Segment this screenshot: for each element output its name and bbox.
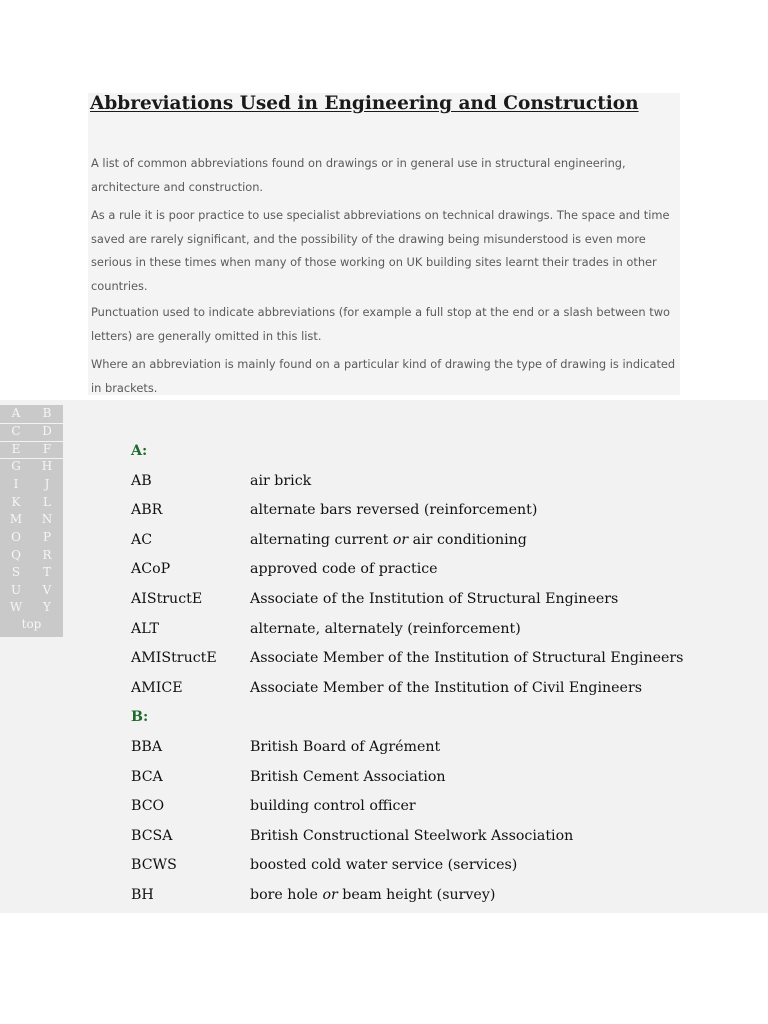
- nav-link-h[interactable]: H: [41, 459, 53, 473]
- abbreviation-term: ACoP: [131, 561, 171, 578]
- definition-text: Associate Member of the Institution of Civil Engineers: [250, 679, 643, 696]
- letter-index-nav: [0, 405, 63, 637]
- abbreviation-definition: [250, 734, 440, 760]
- nav-row: [0, 494, 63, 512]
- definition-text: British Constructional Steelwork Association: [250, 827, 574, 844]
- abbreviation-definition: [250, 882, 495, 908]
- nav-link-f[interactable]: F: [42, 441, 52, 456]
- abbreviation-definition: [250, 793, 416, 819]
- abbreviation-term: BCA: [131, 768, 163, 785]
- nav-link-top[interactable]: top: [21, 617, 42, 631]
- abbreviation-row: [131, 764, 691, 794]
- nav-link-c[interactable]: C: [11, 424, 21, 438]
- section-letter: B:: [131, 709, 149, 726]
- page-title: Abbreviations Used in Engineering and Construction: [90, 93, 639, 114]
- abbreviation-term: AC: [131, 531, 153, 548]
- nav-row: [0, 511, 63, 529]
- section-heading: [131, 704, 691, 734]
- nav-link-w[interactable]: W: [9, 600, 23, 614]
- definition-text: British Board of Agrément: [250, 738, 441, 755]
- abbreviation-row: [131, 852, 691, 882]
- abbreviation-row: [131, 468, 691, 498]
- nav-link-d[interactable]: D: [42, 424, 52, 438]
- definition-text: Associate Member of the Institution of Structural Engineers: [250, 650, 684, 667]
- intro-paragraph-2: As a rule it is poor practice to use specialist abbreviations on technical drawings. The space and time saved are rarely significant, and the possibility of the drawing being misunderstood is even more serious in these times when many of those working on UK building sites learnt their trades in other countries.: [91, 208, 670, 293]
- definition-connector: or: [322, 886, 338, 903]
- abbreviation-term: AIStructE: [131, 590, 203, 607]
- nav-row: [0, 582, 63, 600]
- nav-link-b[interactable]: B: [42, 406, 52, 420]
- definition-text: beam height (survey): [337, 886, 496, 903]
- abbreviation-row: [131, 556, 691, 586]
- nav-row: [0, 458, 63, 476]
- abbreviation-row: [131, 882, 691, 912]
- abbreviation-term: BCSA: [131, 827, 173, 844]
- intro-paragraph-1: A list of common abbreviations found on drawings or in general use in structural engineering, architecture and construction.: [91, 156, 626, 194]
- definition-text: alternate bars reversed (reinforcement): [250, 502, 538, 519]
- abbreviation-term: BCWS: [131, 857, 177, 874]
- nav-link-r[interactable]: R: [42, 547, 52, 562]
- definition-text: boosted cold water service (services): [250, 857, 518, 874]
- abbreviation-definition: [250, 645, 683, 671]
- intro-paragraph-4: Where an abbreviation is mainly found on a particular kind of drawing the type of drawing is indicated in brackets.: [91, 357, 676, 395]
- nav-link-a[interactable]: A: [11, 406, 21, 420]
- nav-row: [0, 405, 63, 424]
- intro-paragraph-3: Punctuation used to indicate abbreviations (for example a full stop at the end or a slash between two letters) are generally omitted in this list.: [91, 305, 670, 343]
- definition-text: alternate, alternately (reinforcement): [250, 620, 521, 637]
- abbreviation-row: [131, 734, 691, 764]
- abbreviation-definition: [250, 823, 573, 849]
- abbreviation-definition: [250, 852, 517, 878]
- abbreviation-definition: [250, 527, 527, 553]
- nav-row: [0, 564, 63, 582]
- abbreviation-row: [131, 675, 691, 705]
- abbreviation-definition: [250, 764, 446, 790]
- abbreviation-term: AB: [131, 472, 152, 489]
- abbreviation-list: [131, 438, 691, 912]
- nav-row: [0, 476, 63, 494]
- nav-row: [0, 423, 63, 442]
- abbreviation-term: ABR: [131, 502, 163, 519]
- nav-link-g[interactable]: G: [11, 459, 21, 473]
- abbreviation-term: AMICE: [131, 679, 183, 696]
- nav-link-m[interactable]: M: [9, 512, 23, 526]
- nav-link-u[interactable]: U: [10, 582, 22, 597]
- abbreviation-row: [131, 527, 691, 557]
- nav-link-k[interactable]: K: [11, 494, 21, 509]
- nav-link-s[interactable]: S: [11, 565, 21, 579]
- nav-link-i[interactable]: I: [13, 477, 19, 491]
- nav-link-e[interactable]: E: [11, 441, 21, 456]
- abbreviation-term: ALT: [131, 620, 159, 637]
- nav-link-j[interactable]: J: [44, 477, 50, 491]
- definition-text: British Cement Association: [250, 768, 446, 785]
- definition-text: alternating current: [250, 531, 393, 548]
- definition-text: air conditioning: [408, 531, 527, 548]
- abbreviation-row: [131, 616, 691, 646]
- abbreviation-definition: [250, 586, 618, 612]
- abbreviation-definition: [250, 468, 311, 494]
- nav-link-y[interactable]: Y: [43, 600, 51, 614]
- section-heading: [131, 438, 691, 468]
- abbreviation-row: [131, 793, 691, 823]
- abbreviation-definition: [250, 556, 438, 582]
- abbreviation-term: AMIStructE: [131, 650, 217, 667]
- abbreviation-row: [131, 645, 691, 675]
- nav-link-v[interactable]: V: [42, 582, 52, 597]
- definition-text: approved code of practice: [250, 561, 438, 578]
- nav-link-l[interactable]: L: [43, 494, 51, 509]
- abbreviation-definition: [250, 616, 521, 642]
- definition-connector: or: [392, 531, 409, 548]
- nav-row: [0, 599, 63, 617]
- nav-row: [0, 441, 63, 460]
- nav-row: [0, 529, 63, 547]
- definition-text: building control officer: [250, 798, 416, 815]
- nav-link-q[interactable]: Q: [11, 547, 21, 562]
- definition-text: bore hole: [250, 886, 323, 903]
- definition-text: air brick: [250, 472, 312, 489]
- nav-row: [0, 547, 63, 565]
- section-letter: A:: [131, 443, 148, 459]
- abbreviation-row: [131, 823, 691, 853]
- abbreviation-row: [131, 586, 691, 616]
- definition-text: Associate of the Institution of Structural Engineers: [250, 590, 619, 607]
- abbreviation-term: BCO: [131, 798, 165, 815]
- nav-link-p[interactable]: P: [42, 530, 52, 544]
- nav-link-t[interactable]: T: [42, 565, 51, 579]
- nav-link-n[interactable]: N: [41, 512, 53, 526]
- abbreviation-term: BH: [131, 886, 154, 903]
- nav-link-o[interactable]: O: [11, 530, 21, 544]
- abbreviation-definition: [250, 497, 537, 523]
- intro-panel: [88, 93, 680, 395]
- abbreviation-definition: [250, 675, 642, 701]
- abbreviation-term: BBA: [131, 738, 163, 755]
- abbreviation-row: [131, 497, 691, 527]
